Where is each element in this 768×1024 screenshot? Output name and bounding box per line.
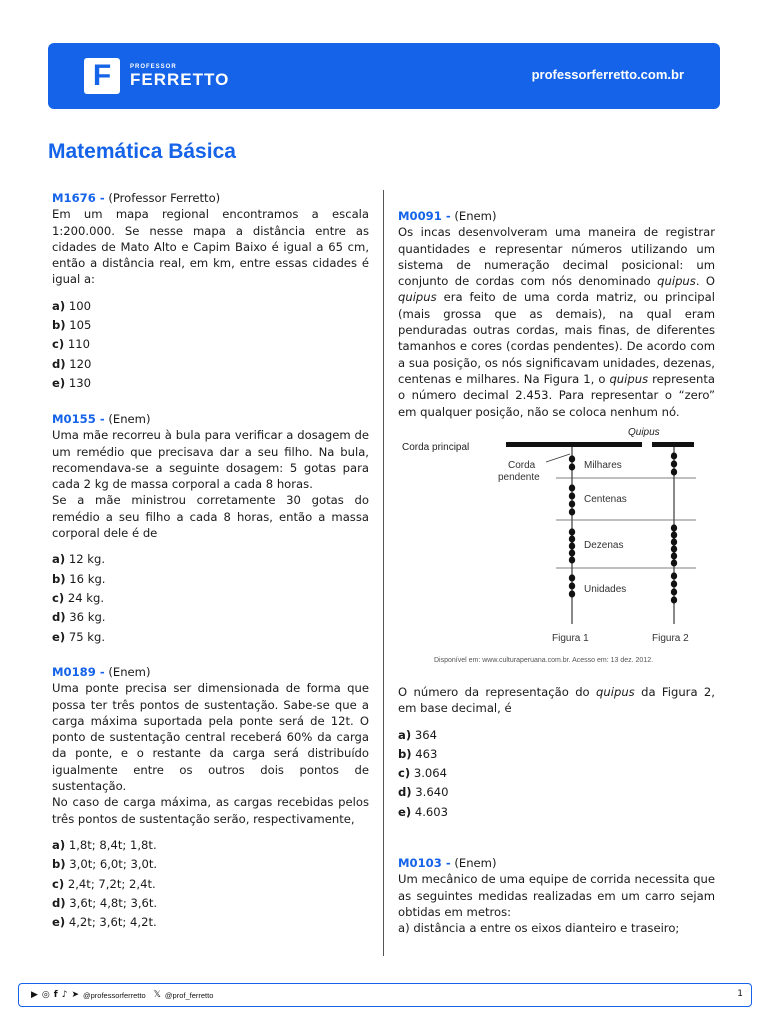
question-source: (Enem) <box>108 665 151 679</box>
option-a[interactable]: a) 1,8t; 8,4t; 1,8t. <box>52 837 157 852</box>
question-code: M0155 - <box>52 412 105 426</box>
question-code: M0189 - <box>52 665 105 679</box>
option-d[interactable]: d) 3,6t; 4,8t; 3,6t. <box>52 895 158 910</box>
question-source: (Enem) <box>454 209 497 223</box>
question-m0091 <box>398 208 715 420</box>
x-icon[interactable]: 𝕏 <box>153 990 161 1000</box>
footer-bar <box>18 983 752 1007</box>
telegram-icon[interactable]: ➤ <box>71 990 79 1000</box>
label-corda-principal: Corda principal <box>402 442 470 453</box>
question-code: M0091 - <box>398 209 451 223</box>
question-m1676 <box>52 190 369 394</box>
option-b[interactable]: b) 16 kg. <box>52 571 106 586</box>
option-b[interactable]: b) 3,0t; 6,0t; 3,0t. <box>52 857 158 872</box>
option-b[interactable]: b) 463 <box>398 746 438 761</box>
question-code: M1676 - <box>52 191 105 205</box>
social-links <box>31 988 213 1002</box>
label-corda: Corda <box>508 460 536 471</box>
option-a[interactable]: a) 364 <box>398 727 437 742</box>
tiktok-icon[interactable]: ♪ <box>61 990 68 1000</box>
question-text: Uma mãe recorreu à bula para verificar a dosagem de um remédio que precisava dar a seu filho. Na bula, recomendava-se a seguinte dosagem: 5 gotas para cada 2 kg de massa corporal a cada 8 horas. <box>52 428 369 492</box>
question-text: Uma ponte precisa ser dimensionada de forma que possa ter três pontos de sustentação. Sabe-se que a carga máxima suportada pela ponte será de 12t. O ponto de sustentação central receberá 60% da carga da ponte, e o restante da carga será distribuído igualmente entre os outros dois pontos de sustentação. <box>52 681 369 794</box>
site-link[interactable]: professorferretto.com.br <box>531 67 684 82</box>
header-banner <box>48 43 720 109</box>
label-figura1: Figura 1 <box>552 633 589 644</box>
column-divider <box>383 190 384 956</box>
figure-source: Disponível em: www.culturaperuana.com.br. Acesso em: 13 dez. 2012. <box>434 657 654 664</box>
question-source: (Enem) <box>454 856 497 870</box>
option-e[interactable]: e) 75 kg. <box>52 629 106 644</box>
option-e[interactable]: e) 4,2t; 3,6t; 4,2t. <box>52 915 157 930</box>
question-source: (Enem) <box>108 412 151 426</box>
option-d[interactable]: d) 36 kg. <box>52 610 106 625</box>
options-list <box>52 551 369 647</box>
corda-principal-fig1 <box>506 442 642 447</box>
option-e[interactable]: e) 130 <box>52 375 91 390</box>
options-list <box>52 298 369 394</box>
option-c[interactable]: c) 2,4t; 7,2t; 2,4t. <box>52 876 156 891</box>
question-prompt: O número da representação do quipus da Figura 2, em base decimal, é <box>398 685 715 716</box>
options-list <box>398 727 715 823</box>
option-c[interactable]: c) 110 <box>52 337 90 352</box>
label-unidades: Unidades <box>584 584 627 595</box>
handle-prof-ferretto[interactable]: @prof_ferretto <box>164 990 214 1000</box>
logo-icon: F <box>84 58 120 94</box>
question-text: Em um mapa regional encontramos a escala 1:200.000. Se nesse mapa a distância entre as cidades de Mato Alto e Capim Baixo é igual a 65 cm, então a distância real, em km, entre essas cidades é igual a: <box>52 207 369 287</box>
label-milhares: Milhares <box>584 460 622 471</box>
question-text: Um mecânico de uma equipe de corrida necessita que as seguintes medidas realizadas em um carro sejam obtidas em metros: <box>398 872 715 919</box>
arrow-line <box>546 454 570 462</box>
option-d[interactable]: d) 120 <box>52 356 92 371</box>
label-dezenas: Dezenas <box>584 540 624 551</box>
instagram-icon[interactable]: ◎ <box>41 990 50 1000</box>
question-text-2: No caso de carga máxima, as cargas recebidas pelos três pontos de sustentação serão, respectivamente, <box>52 795 369 826</box>
label-quipus: Quipus <box>628 427 660 438</box>
youtube-icon[interactable]: ▶ <box>31 990 38 1000</box>
quipus-figure <box>396 422 700 666</box>
question-text-2: Se a mãe ministrou corretamente 30 gotas do remédio a seu filho a cada 8 horas, então a massa corporal dele é de <box>52 493 369 541</box>
page-number: 1 <box>737 989 743 999</box>
option-c[interactable]: c) 3.064 <box>398 766 448 781</box>
label-figura2: Figura 2 <box>652 633 689 644</box>
facebook-icon[interactable]: f <box>53 990 58 1000</box>
corda-principal-fig2 <box>652 442 694 447</box>
option-a[interactable]: a) 100 <box>52 298 91 313</box>
logo-small-text: PROFESSOR <box>130 64 177 70</box>
question-m0091-prompt <box>398 684 715 823</box>
option-a[interactable]: a) 12 kg. <box>52 552 106 567</box>
question-text: Os incas desenvolveram uma maneira de registrar quantidades e representar números utilizando um sistema de numeração decimal posicional: um conjunto de cordas com nós denominado quipus. O quipus era feito de uma corda matriz, ou principal (mais grossa que as demais), na qual eram penduradas outras cordas, mais finas, de diferentes tamanhos e cores (cordas pendentes). De acordo com a sua posição, os nós significavam unidades, dezenas, centenas e milhares. Na Figura 1, o quipus representa o número decimal 2.453. Para representar o “zero” em qualquer posição, não se coloca nenhum nó. <box>398 225 715 419</box>
knots-fig2 <box>671 452 677 603</box>
question-m0103 <box>398 855 715 936</box>
option-e[interactable]: e) 4.603 <box>398 804 449 819</box>
handle-professorferretto[interactable]: @professorferretto <box>83 990 146 1000</box>
label-centenas: Centenas <box>584 494 627 505</box>
option-d[interactable]: d) 3.640 <box>398 785 449 800</box>
label-pendente: pendente <box>498 472 540 483</box>
page-title: Matemática Básica <box>48 140 236 163</box>
question-item-a: a) distância a entre os eixos dianteiro e traseiro; <box>398 921 680 936</box>
question-m0155 <box>52 411 369 648</box>
question-code: M0103 - <box>398 856 451 870</box>
options-list <box>52 837 369 933</box>
logo-name: FERRETTO <box>130 70 230 89</box>
option-c[interactable]: c) 24 kg. <box>52 590 105 605</box>
option-b[interactable]: b) 105 <box>52 318 92 333</box>
question-m0189 <box>52 664 369 933</box>
question-source: (Professor Ferretto) <box>108 191 221 205</box>
